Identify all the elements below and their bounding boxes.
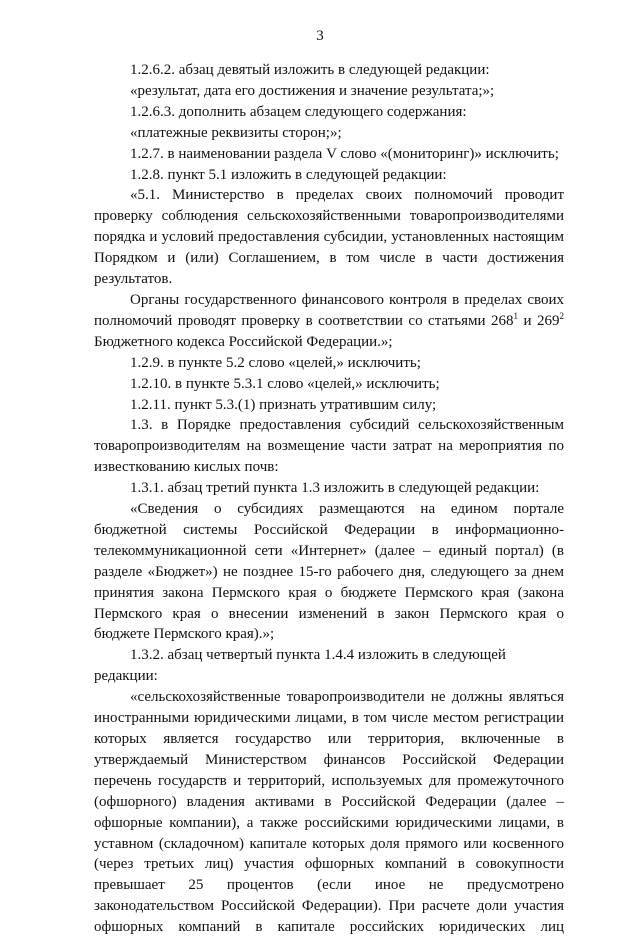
quote-result-date: «результат, дата его достижения и значение результата;»; [130, 82, 495, 99]
paragraph-1-2-10: 1.2.10. в пункте 5.3.1 слово «целей,» исключить; [130, 375, 440, 392]
paragraph-1-2-7: 1.2.7. в наименовании раздела V слово «(мониторинг)» исключить; [130, 145, 559, 162]
document-body [94, 60, 564, 938]
quote-item-5-1: «5.1. Министерство в пределах своих полномочий проводит проверку соблюдения сельскохозяйственными товаропроизводителями порядка и условий предоставления субсидии, установленных настоящим Порядком и (или) Соглашением, в том числе в части достижения результатов. [94, 187, 564, 288]
paragraph-1-2-6-2: 1.2.6.2. абзац девятый изложить в следующей редакции: [130, 62, 490, 78]
page-number: 3 [316, 28, 324, 44]
financial-control-text-c: Бюджетного кодекса Российской Федерации.»; [94, 333, 393, 350]
financial-control-text-a: Органы государственного финансового контроля в пределах своих полномочий проводят проверку в соответствии со статьями 268 [94, 291, 564, 329]
paragraph-1-2-6-3: 1.2.6.3. дополнить абзацем следующего содержания: [130, 103, 467, 120]
paragraph-1-2-11: 1.2.11. пункт 5.3.(1) признать утратившим силу; [130, 396, 437, 413]
quote-payment-details: «платежные реквизиты сторон;»; [130, 124, 342, 141]
article-superscript-1: 1 [513, 310, 519, 321]
paragraph-1-3-1: 1.3.1. абзац третий пункта 1.3 изложить в следующей редакции: [130, 480, 540, 497]
paragraph-financial-control [94, 290, 564, 353]
quote-subsidy-info: «Сведения о субсидиях размещаются на едином портале бюджетной системы Российской Федерации в информационно-телекоммуникационной сети «Интернет» (далее – единый портал) (в разделе «Бюджет») не позднее 15-го рабочего дня, следующего за днем принятия закона Пермского края о бюджете Пермского края (закона Пермского края о внесении изменений в закон Пермского края о бюджете Пермского края).»; [94, 501, 564, 643]
paragraph-1-3-2: 1.3.2. абзац четвертый пункта 1.4.4 изложить в следующей редакции: [94, 647, 506, 685]
quote-producers-offshore: «сельскохозяйственные товаропроизводители не должны являться иностранными юридическими лицами, в том числе местом регистрации которых является государство или территория, включенные в утверждаемый Министерством финансов Российской Федерации перечень государств и территорий, используемых для промежуточного (офшорного) владения активами в Российской Федерации (далее – офшорные компании), а также российскими юридическими лицами, в уставном (складочном) капитале которых доля прямого или косвенного (через третьих лиц) участия офшорных компаний в совокупности превышает 25 процентов (если иное не предусмотрено законодательством Российской Федерации). При расчете доли участия офшорных компаний в капитале российских юридических лиц [94, 689, 564, 936]
paragraph-1-2-9: 1.2.9. в пункте 5.2 слово «целей,» исключить; [130, 354, 421, 371]
paragraph-1-2-8: 1.2.8. пункт 5.1 изложить в следующей редакции: [130, 166, 447, 183]
financial-control-text-b: и 269 [518, 312, 560, 329]
article-superscript-2: 2 [559, 310, 565, 321]
paragraph-1-3: 1.3. в Порядке предоставления субсидий сельскохозяйственным товаропроизводителям на возмещение части затрат на мероприятия по известкованию кислых почв: [94, 417, 564, 476]
